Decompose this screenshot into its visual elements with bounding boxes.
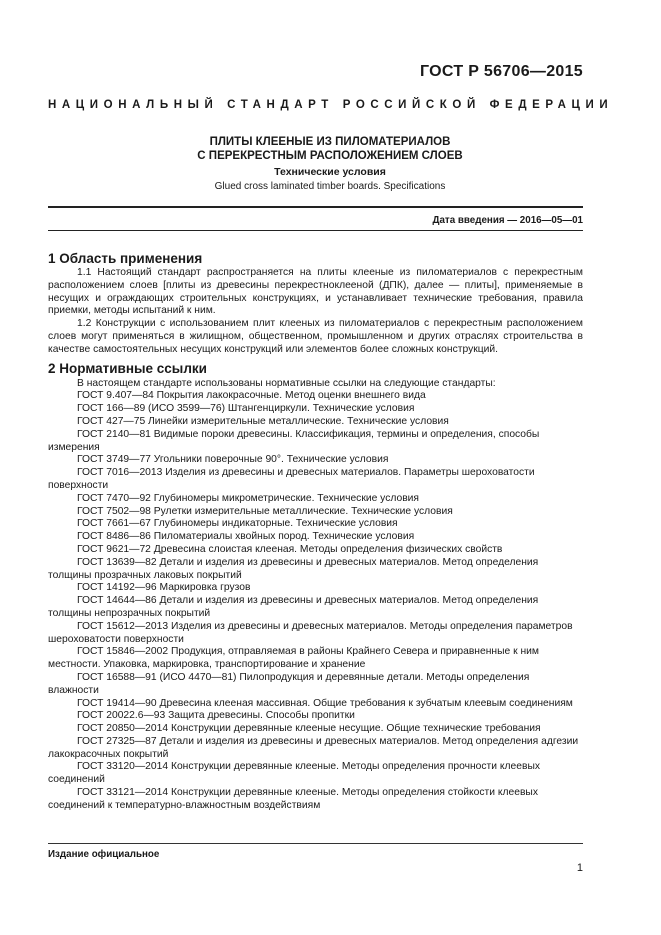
reference-item: ГОСТ 427—75 Линейки измерительные металлические. Технические условия	[77, 415, 449, 427]
title-english: Glued cross laminated timber boards. Specifications	[214, 181, 446, 192]
reference-item: ГОСТ 9.407—84 Покрытия лакокрасочные. Метод оценки внешнего вида	[77, 390, 426, 402]
title-line-2: С ПЕРЕКРЕСТНЫМ РАСПОЛОЖЕНИЕМ СЛОЕВ	[197, 150, 463, 162]
effective-date: Дата введения — 2016—05—01	[432, 215, 583, 226]
reference-item: ГОСТ 16588—91 (ИСО 4470—81) Пилопродукция и деревянные детали. Методы определения влажности	[48, 671, 530, 696]
reference-item: ГОСТ 14644—86 Детали и изделия из древесины и древесных материалов. Метод определения толщины непрозрачных покрытий	[48, 595, 539, 619]
reference-item: ГОСТ 15612—2013 Изделия из древесины и древесных материалов. Методы определения параметров шероховатости поверхности	[48, 620, 573, 645]
reference-item: ГОСТ 8486—86 Пиломатериалы хвойных пород. Технические условия	[77, 531, 415, 543]
reference-item: ГОСТ 20022.6—93 Защита древесины. Способы пропитки	[77, 710, 355, 722]
page-number: 1	[576, 862, 583, 874]
reference-item: ГОСТ 13639—82 Детали и изделия из древесины и древесных материалов. Метод определения толщины прозрачных лаковых покрытий	[48, 556, 539, 581]
reference-item: ГОСТ 20850—2014 Конструкции деревянные клееные несущие. Общие технические требования	[77, 723, 541, 735]
reference-item: ГОСТ 7661—67 Глубиномеры индикаторные. Технические условия	[77, 518, 398, 530]
date-divider	[48, 230, 583, 231]
reference-item: ГОСТ 7502—98 Рулетки измерительные металлические. Технические условия	[77, 505, 453, 517]
reference-item: ГОСТ 14192—96 Маркировка грузов	[77, 582, 251, 594]
section-1-heading: 1 Область применения	[48, 251, 203, 266]
official-edition-label: Издание официальное	[48, 849, 160, 860]
section-1-paragraph-1: 1.1 Настоящий стандарт распространяется на плиты клееные из пиломатериалов с перекрестным расположением слоев [плиты из древесины перекрестноклееной (ДПК), далее — плиты], применяемые в несущих и ограждающих строительных конструкциях, и устанавливает технические требования, правила приемки, методы испытаний к ним.	[48, 267, 583, 317]
standard-code: ГОСТ Р 56706—2015	[420, 63, 583, 80]
reference-item: ГОСТ 19414—90 Древесина клееная массивная. Общие требования к зубчатым клеевым соединениям	[77, 697, 573, 709]
document-body	[48, 251, 583, 813]
title-divider	[48, 206, 583, 208]
reference-item: ГОСТ 27325—87 Детали и изделия из древесины и древесных материалов. Метод определения адгезии лакокрасочных покрытий	[48, 735, 579, 760]
footer-divider	[48, 843, 583, 844]
reference-item: ГОСТ 33120—2014 Конструкции деревянные клееные. Методы определения прочности клеевых соединений	[48, 761, 540, 786]
national-standard-banner: НАЦИОНАЛЬНЫЙ СТАНДАРТ РОССИЙСКОЙ ФЕДЕРАЦИИ	[48, 99, 614, 111]
title-line-1: ПЛИТЫ КЛЕЕНЫЕ ИЗ ПИЛОМАТЕРИАЛОВ	[209, 136, 451, 148]
reference-item: ГОСТ 9621—72 Древесина слоистая клееная. Методы определения физических свойств	[77, 543, 503, 555]
section-2-heading: 2 Нормативные ссылки	[48, 360, 207, 376]
section-2-intro: В настоящем стандарте использованы нормативные ссылки на следующие стандарты:	[77, 377, 496, 389]
reference-item: ГОСТ 15846—2002 Продукция, отправляемая в районы Крайнего Севера и приравненные к ним местности. Упаковка, маркировка, транспортирование и хранение	[48, 646, 539, 671]
reference-item: ГОСТ 3749—77 Угольники поверочные 90°. Технические условия	[77, 454, 389, 466]
reference-item: ГОСТ 7016—2013 Изделия из древесины и древесных материалов. Параметры шероховатости поверхности	[48, 467, 535, 491]
reference-item: ГОСТ 33121—2014 Конструкции деревянные клееные. Методы определения стойкости клеевых соединений к температурно-влажностным воздействиям	[48, 787, 538, 811]
section-1-paragraph-2: 1.2 Конструкции с использованием плит клееных из пиломатериалов с перекрестным расположением слоев могут применяться в жилищном, общественном, промышленном и других отраслях строительства в качестве самостоятельных несущих конструкций или элементов более сложных конструкций.	[48, 318, 583, 355]
title-subtitle: Технические условия	[274, 166, 386, 178]
reference-item: ГОСТ 7470—92 Глубиномеры микрометрические. Технические условия	[77, 492, 419, 504]
reference-item: ГОСТ 2140—81 Видимые пороки древесины. Классификация, термины и определения, способы измерения	[48, 428, 540, 453]
reference-item: ГОСТ 166—89 (ИСО 3599—76) Штангенциркули. Технические условия	[77, 403, 415, 415]
